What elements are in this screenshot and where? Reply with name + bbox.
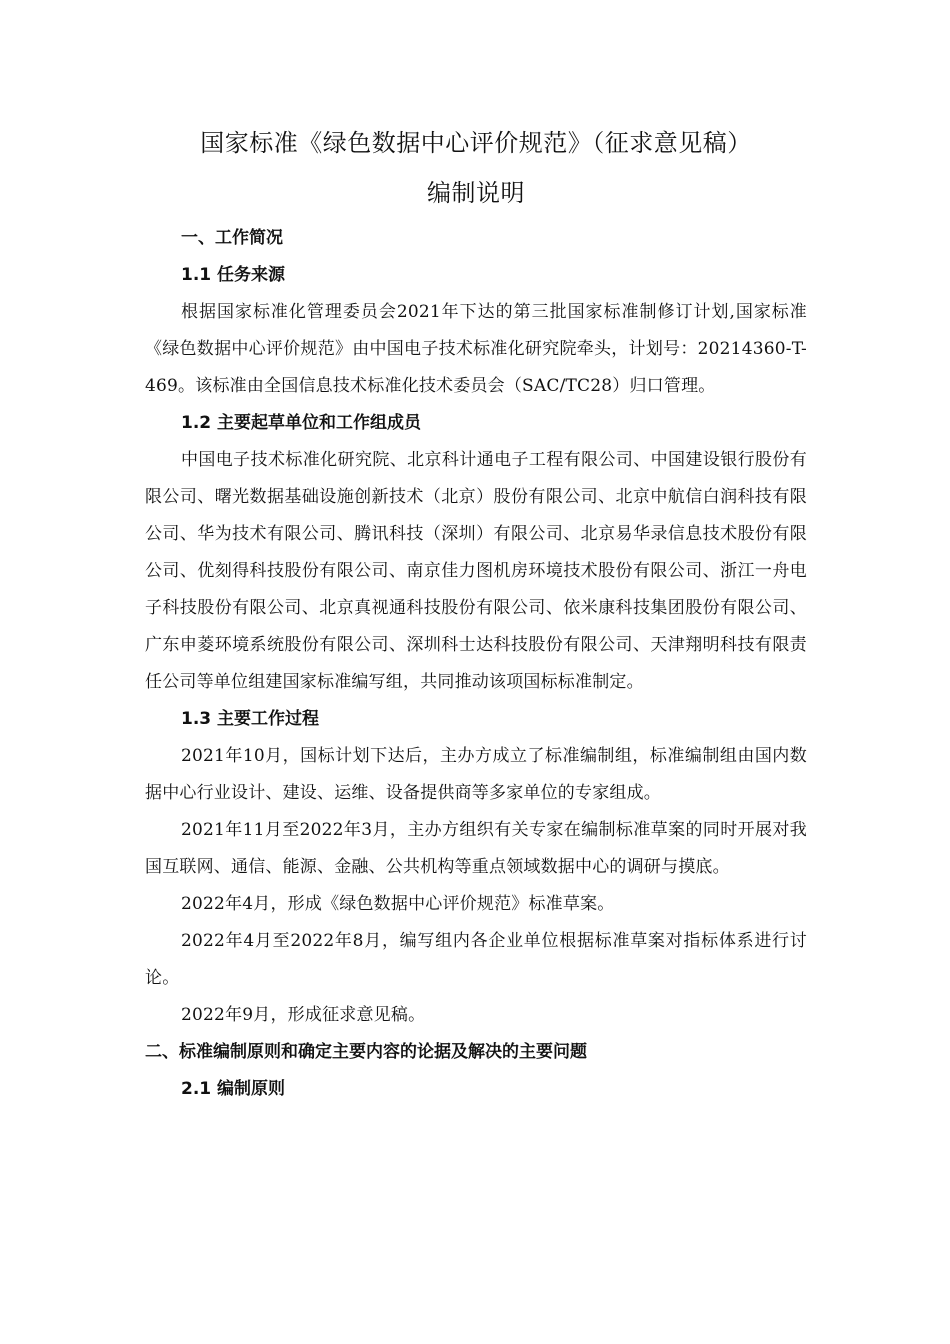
section-1-3-paragraph-4: 2022年4月至2022年8月，编写组内各企业单位根据标准草案对指标体系进行讨论。 <box>145 931 807 988</box>
section-2-heading: 二、标准编制原则和确定主要内容的论据及解决的主要问题 <box>145 1042 587 1062</box>
section-1-3-paragraph-5: 2022年9月，形成征求意见稿。 <box>181 1005 426 1025</box>
section-1-3-heading: 1.3 主要工作过程 <box>181 709 320 729</box>
document-subtitle: 编制说明 <box>427 179 525 207</box>
section-1-3-paragraph-3: 2022年4月，形成《绿色数据中心评价规范》标准草案。 <box>181 894 615 914</box>
section-2-1-heading: 2.1 编制原则 <box>181 1079 286 1099</box>
section-1-3-paragraph-1: 2021年10月，国标计划下达后，主办方成立了标准编制组，标准编制组由国内数据中心行业设计、建设、运维、设备提供商等多家单位的专家组成。 <box>145 746 807 803</box>
section-1-2-heading: 1.2 主要起草单位和工作组成员 <box>181 413 422 433</box>
document-title: 国家标准《绿色数据中心评价规范》（征求意见稿） <box>200 129 752 157</box>
section-1-1-paragraph: 根据国家标准化管理委员会2021年下达的第三批国家标准制修订计划,国家标准《绿色数据中心评价规范》由中国电子技术标准化研究院牵头，计划号：20214360-T-469。该标准由全国信息技术标准化技术委员会（SAC/TC28）归口管理。 <box>145 302 807 396</box>
section-1-2-paragraph: 中国电子技术标准化研究院、北京科计通电子工程有限公司、中国建设银行股份有限公司、曙光数据基础设施创新技术（北京）股份有限公司、北京中航信白润科技有限公司、华为技术有限公司、腾讯科技（深圳）有限公司、北京易华录信息技术股份有限公司、优刻得科技股份有限公司、南京佳力图机房环境技术股份有限公司、浙江一舟电子科技股份有限公司、北京真视通科技股份有限公司、依米康科技集团股份有限公司、广东申菱环境系统股份有限公司、深圳科士达科技股份有限公司、天津翔明科技有限责任公司等单位组建国家标准编写组，共同推动该项国标标准制定。 <box>145 450 807 692</box>
section-1-1-heading: 1.1 任务来源 <box>181 265 286 285</box>
section-1-heading: 一、工作简况 <box>181 228 283 248</box>
section-1-3-paragraph-2: 2021年11月至2022年3月，主办方组织有关专家在编制标准草案的同时开展对我国互联网、通信、能源、金融、公共机构等重点领域数据中心的调研与摸底。 <box>145 820 807 877</box>
document-page <box>145 118 807 1108</box>
